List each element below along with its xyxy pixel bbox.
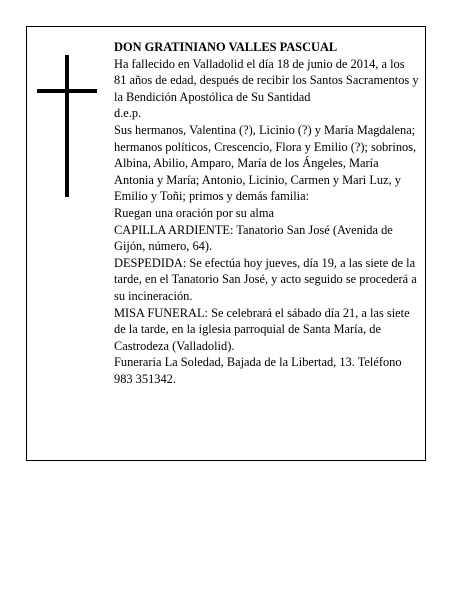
- funeral-home-info: Funeraria La Soledad, Bajada de la Libertad, 13. Teléfono 983 351342.: [114, 355, 402, 386]
- obituary-notice: [26, 26, 426, 461]
- funeral-mass-info: MISA FUNERAL: Se celebrará el sábado día 21, a las siete de la tarde, en la iglesia parroquial de Santa María, de Castrodeza (Valladolid).: [114, 305, 410, 353]
- deceased-name: DON GRATINIANO VALLES PASCUAL: [114, 40, 338, 54]
- farewell-info: DESPEDIDA: Se efectúa hoy jueves, día 19, a las siete de la tarde, en el Tanatorio San José, y acto seguido se procederá a su incineración.: [114, 255, 417, 303]
- chapel-info: CAPILLA ARDIENTE: Tanatorio San José (Avenida de Gijón, número, 64).: [114, 222, 393, 254]
- notice-text: [114, 39, 420, 387]
- cross-icon: [37, 55, 97, 197]
- death-statement: Ha fallecido en Valladolid el día 18 de junio de 2014, a los 81 años de edad, después de recibir los Santos Sacramentos y la Bendición Apostólica de Su Santidad: [114, 56, 419, 104]
- cross-horizontal-bar: [37, 89, 97, 93]
- rip-text: d.e.p.: [114, 106, 142, 121]
- prayer-request: Ruegan una oración por su alma: [114, 205, 274, 220]
- family-list: Sus hermanos, Valentina (?), Licinio (?) y María Magdalena; hermanos políticos, Crescencio, Flora y Emilio (?); sobrinos, Albina, Abilio, Amparo, María de los Ángeles, María Antonia y María; Antonio, Licinio, Carmen y Mari Luz, y Emilio y Toñi; primos y demás familia:: [114, 122, 417, 204]
- cross-vertical-bar: [65, 55, 69, 197]
